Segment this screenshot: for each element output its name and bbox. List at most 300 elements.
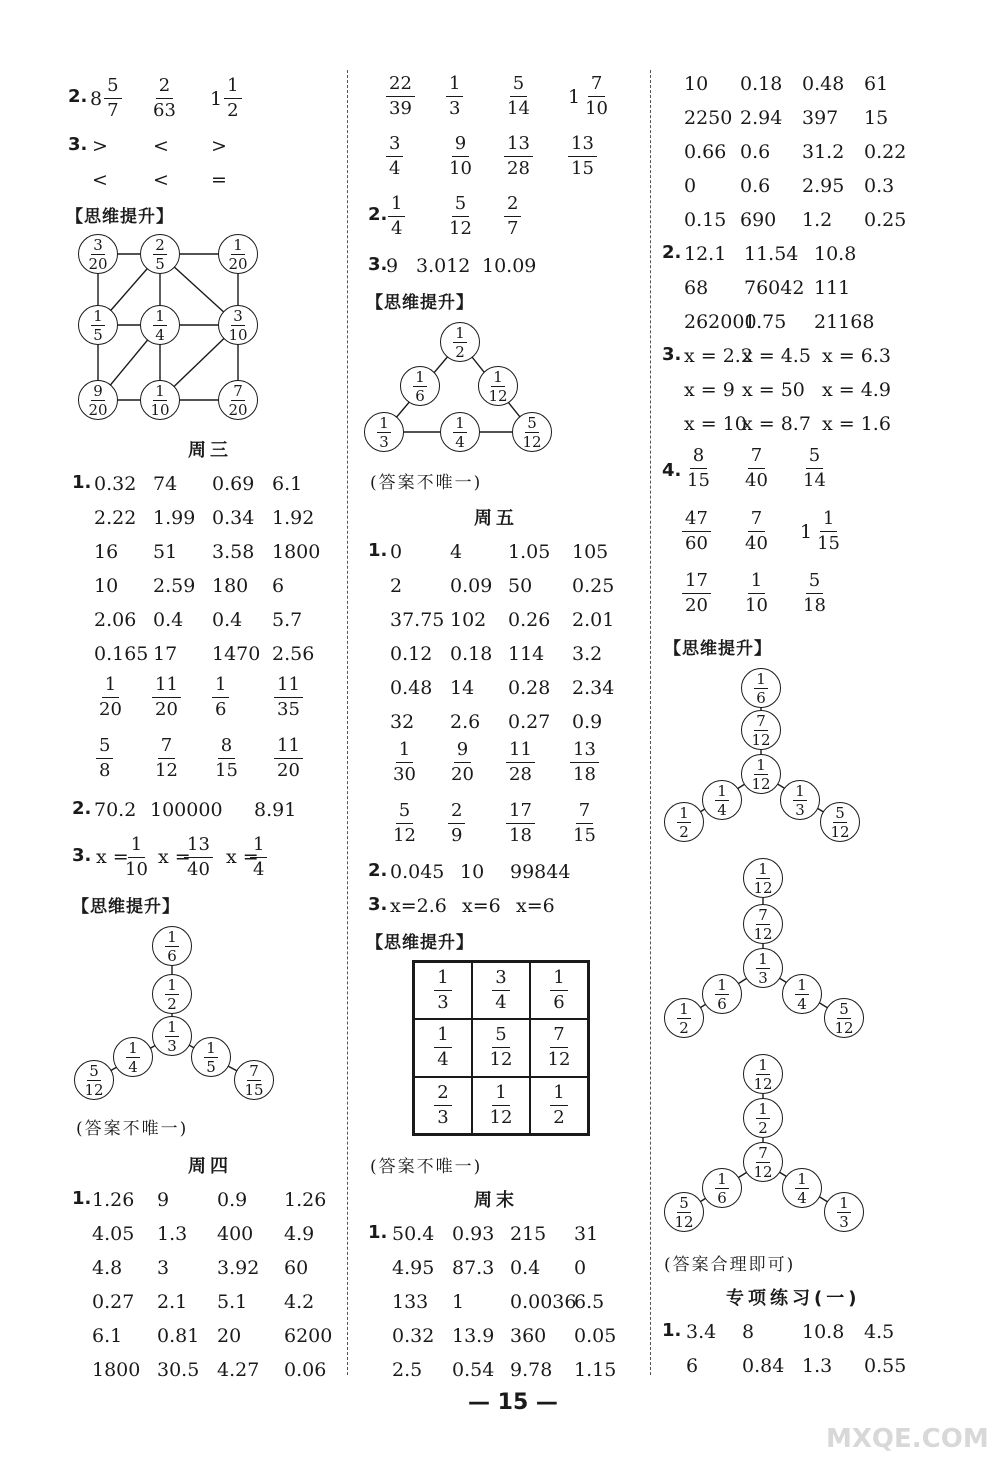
denominator: 12	[830, 822, 850, 841]
numerator: 8	[218, 736, 235, 759]
denominator: 2	[679, 1018, 689, 1037]
numerator: 1	[224, 76, 241, 99]
answer-value: 4.95	[392, 1257, 435, 1279]
numerator: 9	[452, 134, 469, 157]
numerator: 1	[128, 1038, 138, 1057]
denominator: 39	[389, 98, 412, 119]
answer-value: 8.91	[254, 799, 297, 821]
answer-value: 0.6	[740, 141, 771, 163]
answer-value: x = 8.7	[742, 413, 811, 435]
denominator: 12	[449, 218, 472, 239]
fraction-circle	[743, 1142, 783, 1182]
answer-value: 3.2	[572, 643, 603, 665]
denominator: 15	[687, 470, 710, 491]
answer-value: 0.06	[284, 1359, 327, 1381]
numerator: 2	[155, 235, 165, 254]
denominator: 4	[253, 859, 265, 880]
denominator: 3	[795, 800, 805, 819]
numerator: 1	[550, 1083, 567, 1106]
numerator: 1	[155, 381, 165, 400]
denominator: 40	[745, 533, 768, 554]
numerator: 1	[388, 194, 405, 217]
answer-value: 0.34	[212, 507, 255, 529]
numerator: 3	[233, 306, 243, 325]
numerator: 1	[93, 306, 103, 325]
section-heading: 【思维提升】	[664, 639, 772, 659]
numerator: 2	[448, 801, 465, 824]
numerator: 1	[128, 835, 145, 858]
answer-value: 10	[460, 861, 485, 883]
answer-value: 37.75	[390, 609, 445, 631]
denominator: 12	[753, 924, 773, 943]
question-number: 2.	[368, 860, 388, 881]
answer-value: 0.28	[508, 677, 551, 699]
numerator: 1	[434, 1025, 451, 1048]
answer-value: 3.58	[212, 541, 255, 563]
numerator: 5	[89, 1061, 99, 1080]
question-number: 1.	[368, 1222, 388, 1243]
answer-value: x = 2.2	[684, 345, 753, 367]
answer-value: 3.4	[686, 1321, 717, 1343]
denominator: 12	[488, 386, 508, 405]
answer-value: 2.1	[157, 1291, 188, 1313]
numerator: 1	[446, 74, 463, 97]
answer-value: 9	[157, 1189, 170, 1211]
answer-value: 215	[510, 1223, 547, 1245]
answer-value: 31	[574, 1223, 599, 1245]
numerator: 11	[506, 740, 535, 763]
fraction-circle	[743, 1054, 783, 1094]
answer-value: x = 9	[684, 379, 735, 401]
variable-x: x =	[158, 846, 191, 868]
denominator: 4	[389, 158, 401, 179]
answer-value: 13.9	[452, 1325, 495, 1347]
comparison-sign: <	[153, 169, 169, 191]
question-number: 2.	[68, 86, 88, 107]
denominator: 4	[128, 1057, 138, 1076]
answer-value: 2.6	[450, 711, 481, 733]
numerator: 1	[167, 975, 177, 994]
answer-value: 1.2	[802, 209, 833, 231]
numerator: 5	[510, 74, 527, 97]
fraction	[751, 1145, 774, 1180]
question-number: 4.	[662, 460, 682, 481]
answer-value: 30.5	[157, 1359, 200, 1381]
denominator: 12	[753, 1162, 773, 1181]
week-title: 周末	[474, 1190, 518, 1211]
denominator: 9	[451, 825, 463, 846]
answer-value: 6.1	[92, 1325, 123, 1347]
answer-value: 1.75	[744, 311, 787, 333]
numerator: 3	[93, 235, 103, 254]
answer-value: 1.92	[272, 507, 315, 529]
denominator: 12	[753, 1074, 773, 1093]
whole-part: 1	[800, 520, 813, 543]
answer-value: 76042	[744, 277, 805, 299]
denominator: 20	[228, 400, 248, 419]
numerator: 1	[756, 755, 766, 774]
denominator: 28	[507, 158, 530, 179]
answer-value: 1.3	[802, 1355, 833, 1377]
denominator: 6	[756, 688, 766, 707]
fraction-circle	[743, 1098, 783, 1138]
answer-value: 262000	[684, 311, 757, 333]
numerator: 5	[104, 76, 121, 99]
denominator: 2	[679, 822, 689, 841]
comparison-sign: <	[92, 169, 108, 191]
numerator: 1	[212, 675, 229, 698]
numerator: 7	[550, 1025, 567, 1048]
numerator: 5	[452, 194, 469, 217]
fraction	[795, 1171, 809, 1206]
answer-value: 0.12	[390, 643, 433, 665]
denominator: 6	[717, 994, 727, 1013]
answer-value: 0.4	[212, 609, 243, 631]
denominator: 15	[215, 760, 238, 781]
denominator: 2	[167, 994, 177, 1013]
answer-value: x = 50	[742, 379, 805, 401]
answer-value: 0.045	[390, 861, 445, 883]
numerator: 2	[156, 76, 173, 99]
answer-value: 0.66	[684, 141, 727, 163]
answer-value: 50	[508, 575, 533, 597]
fraction-circle	[702, 1168, 742, 1208]
numerator: 1	[550, 968, 567, 991]
page-number: — 15 —	[468, 1390, 558, 1415]
denominator: 3	[437, 992, 449, 1014]
denominator: 40	[745, 470, 768, 491]
answer-value: 0.22	[864, 141, 907, 163]
section-heading: 【思维提升】	[366, 293, 474, 313]
answer-value: x = 6.3	[822, 345, 891, 367]
numerator: 7	[249, 1061, 259, 1080]
numerator: 11	[274, 736, 303, 759]
answer-value: 133	[392, 1291, 429, 1313]
denominator: 12	[547, 1049, 571, 1071]
denominator: 10	[228, 325, 248, 344]
denominator: 12	[674, 1212, 694, 1231]
section-title: 专项练习(一)	[726, 1288, 861, 1309]
numerator: 1	[839, 1193, 849, 1212]
denominator: 2	[758, 1118, 768, 1137]
question-number: 3.	[68, 134, 88, 155]
denominator: 8	[99, 760, 111, 781]
question-number: 3.	[72, 845, 92, 866]
fraction-circle	[664, 1192, 704, 1232]
answer-value: 100000	[150, 799, 223, 821]
answer-value: 4.05	[92, 1223, 135, 1245]
fraction-circle	[782, 1168, 822, 1208]
numerator: 1	[748, 571, 765, 594]
denominator: 4	[391, 218, 403, 239]
denominator: 2	[455, 342, 465, 361]
answer-value: 2.06	[94, 609, 137, 631]
numerator: 7	[158, 736, 175, 759]
denominator: 4	[455, 432, 465, 451]
answer-value: 1800	[272, 541, 321, 563]
answer-value: 3	[157, 1257, 170, 1279]
answer-value: 0.27	[508, 711, 551, 733]
denominator: 15	[244, 1080, 264, 1099]
variable-x: x =	[96, 846, 129, 868]
week-title: 周五	[474, 508, 518, 529]
denominator: 6	[215, 699, 227, 720]
denominator: 12	[522, 432, 542, 451]
numerator: 13	[504, 134, 533, 157]
answer-value: 0.81	[157, 1325, 200, 1347]
answer-value: 2.59	[153, 575, 196, 597]
numerator: 1	[758, 1055, 768, 1074]
denominator: 18	[573, 764, 596, 785]
denominator: 15	[817, 533, 840, 554]
answer-value: 1470	[212, 643, 261, 665]
answer-value: 0.09	[450, 575, 493, 597]
denominator: 15	[573, 825, 596, 846]
answer-value: 102	[450, 609, 487, 631]
denominator: 12	[155, 760, 178, 781]
denominator: 20	[88, 400, 108, 419]
numerator: 5	[806, 446, 823, 469]
numerator: 8	[690, 446, 707, 469]
numerator: 1	[155, 306, 165, 325]
numerator: 7	[588, 74, 605, 97]
denominator: 3	[437, 1106, 449, 1128]
denominator: 20	[228, 254, 248, 273]
question-number: 3.	[368, 894, 388, 915]
fraction	[672, 1195, 695, 1230]
fraction	[751, 1057, 774, 1092]
denominator: 4	[155, 325, 165, 344]
numerator: 11	[274, 675, 303, 698]
answer-value: 0.9	[572, 711, 603, 733]
denominator: 6	[415, 386, 425, 405]
answer-note: (答案不唯一)	[370, 473, 483, 493]
denominator: 12	[84, 1080, 104, 1099]
answer-value: 2	[390, 575, 403, 597]
denominator: 60	[685, 533, 708, 554]
numerator: 1	[797, 975, 807, 994]
numerator: 7	[748, 509, 765, 532]
numerator: 17	[682, 571, 711, 594]
answer-value: 1.26	[284, 1189, 327, 1211]
answer-value: 3.92	[217, 1257, 260, 1279]
denominator: 4	[717, 800, 727, 819]
comparison-sign: >	[211, 135, 227, 157]
denominator: 10	[449, 158, 472, 179]
denominator: 2	[227, 100, 239, 121]
denominator: 40	[187, 859, 210, 880]
answer-value: 0.69	[212, 473, 255, 495]
numerator: 1	[379, 413, 389, 432]
denominator: 3	[839, 1212, 849, 1231]
denominator: 10	[585, 98, 608, 119]
question-number: 1.	[72, 472, 92, 493]
answer-value: 14	[450, 677, 475, 699]
denominator: 4	[437, 1049, 449, 1071]
answer-value: 4.2	[284, 1291, 315, 1313]
question-number: 1.	[72, 1188, 92, 1209]
answer-value: 61	[864, 73, 889, 95]
comparison-sign: =	[211, 169, 227, 191]
denominator: 5	[155, 254, 165, 273]
numerator: 9	[93, 381, 103, 400]
denominator: 3	[758, 968, 768, 987]
answer-value: 0.3	[864, 175, 895, 197]
answer-value: 6.5	[574, 1291, 605, 1313]
numerator: 1	[756, 669, 766, 688]
answer-value: 0.54	[452, 1359, 495, 1381]
denominator: 5	[93, 325, 103, 344]
answer-value: 0.93	[452, 1223, 495, 1245]
answer-value: 0.18	[740, 73, 783, 95]
answer-value: 360	[510, 1325, 547, 1347]
denominator: 12	[489, 1106, 513, 1128]
answer-value: 2.34	[572, 677, 615, 699]
answer-value: 4.9	[284, 1223, 315, 1245]
numerator: 17	[506, 801, 535, 824]
answer-value: 0.27	[92, 1291, 135, 1313]
numerator: 5	[839, 999, 849, 1018]
answer-value: x=2.6	[390, 895, 447, 917]
answer-value: 2.01	[572, 609, 615, 631]
denominator: 12	[834, 1018, 854, 1037]
answer-value: 690	[740, 209, 777, 231]
answer-value: 2.94	[740, 107, 783, 129]
answer-value: 0.4	[510, 1257, 541, 1279]
answer-value: x = 1.6	[822, 413, 891, 435]
answer-value: 20	[217, 1325, 242, 1347]
denominator: 20	[155, 699, 178, 720]
answer-value: 31.2	[802, 141, 845, 163]
denominator: 4	[495, 992, 507, 1014]
whole-part: 1	[210, 87, 223, 110]
denominator: 7	[507, 218, 519, 239]
answer-value: x = 10	[684, 413, 747, 435]
question-number: 2.	[368, 204, 388, 225]
answer-value: 99844	[510, 861, 571, 883]
answer-value: 4.5	[864, 1321, 895, 1343]
variable-x: x =	[226, 846, 259, 868]
answer-value: 10.8	[802, 1321, 845, 1343]
answer-value: 0	[684, 175, 697, 197]
denominator: 20	[685, 595, 708, 616]
answer-value: 397	[802, 107, 839, 129]
answer-value: 10	[94, 575, 119, 597]
answer-value: 0.25	[864, 209, 907, 231]
numerator: 1	[679, 803, 689, 822]
numerator: 11	[152, 675, 181, 698]
numerator: 1	[493, 367, 503, 386]
denominator: 7	[107, 100, 119, 121]
question-number: 3.	[368, 254, 388, 275]
question-number: 3.	[662, 344, 682, 365]
denominator: 14	[803, 470, 826, 491]
denominator: 6	[553, 992, 565, 1014]
denominator: 15	[571, 158, 594, 179]
week-title: 周三	[188, 440, 232, 461]
numerator: 13	[184, 835, 213, 858]
answer-value: 15	[864, 107, 889, 129]
question-number: 1.	[662, 1320, 682, 1341]
answer-value: 6	[686, 1355, 699, 1377]
answer-value: 5.1	[217, 1291, 248, 1313]
fraction	[756, 1101, 770, 1136]
denominator: 12	[489, 1049, 513, 1071]
section-heading: 【思维提升】	[66, 207, 174, 227]
answer-value: 74	[153, 473, 178, 495]
numerator: 7	[756, 711, 766, 730]
denominator: 14	[507, 98, 530, 119]
denominator: 10	[125, 859, 148, 880]
denominator: 5	[206, 1057, 216, 1076]
numerator: 1	[758, 859, 768, 878]
answer-note: (答案不唯一)	[370, 1157, 483, 1177]
answer-value: 9	[386, 255, 399, 277]
denominator: 18	[509, 825, 532, 846]
answer-value: 3.012	[416, 255, 471, 277]
comparison-sign: >	[92, 135, 108, 157]
numerator: 1	[717, 781, 727, 800]
answer-value: 4.8	[92, 1257, 123, 1279]
denominator: 3	[379, 432, 389, 451]
numerator: 2	[434, 1083, 451, 1106]
numerator: 3	[386, 134, 403, 157]
answer-value: 0.32	[392, 1325, 435, 1347]
answer-value: 6	[272, 575, 285, 597]
answer-value: 0.32	[94, 473, 137, 495]
numerator: 5	[396, 801, 413, 824]
denominator: 63	[153, 100, 176, 121]
answer-value: 21168	[814, 311, 875, 333]
question-number: 1.	[368, 540, 388, 561]
denominator: 28	[509, 764, 532, 785]
answer-value: 8	[742, 1321, 755, 1343]
numerator: 1	[415, 367, 425, 386]
denominator: 6	[167, 946, 177, 965]
comparison-sign: <	[153, 135, 169, 157]
whole-part: 8	[90, 87, 103, 110]
watermark-logo: MXQE.COM	[826, 1424, 989, 1454]
numerator: 7	[748, 446, 765, 469]
numerator: 1	[455, 323, 465, 342]
answer-value: x = 4.9	[822, 379, 891, 401]
denominator: 2	[553, 1106, 565, 1128]
denominator: 12	[751, 730, 771, 749]
numerator: 1	[102, 675, 119, 698]
answer-value: 1.26	[92, 1189, 135, 1211]
denominator: 12	[753, 878, 773, 897]
answer-value: 0.6	[740, 175, 771, 197]
week-title: 周四	[188, 1156, 232, 1177]
numerator: 7	[758, 1143, 768, 1162]
answer-value: 11.54	[744, 243, 799, 265]
answer-value: 0.48	[802, 73, 845, 95]
answer-value: 105	[572, 541, 609, 563]
answer-value: 51	[153, 541, 178, 563]
numerator: 7	[233, 381, 243, 400]
denominator: 10	[745, 595, 768, 616]
numerator: 1	[820, 509, 837, 532]
numerator: 1	[206, 1038, 216, 1057]
answer-value: 6.1	[272, 473, 303, 495]
answer-value: 50.4	[392, 1223, 435, 1245]
numerator: 1	[717, 1169, 727, 1188]
whole-part: 1	[568, 85, 581, 108]
answer-value: 10.09	[482, 255, 537, 277]
answer-value: 1.3	[157, 1223, 188, 1245]
denominator: 20	[277, 760, 300, 781]
answer-value: 1	[452, 1291, 465, 1313]
